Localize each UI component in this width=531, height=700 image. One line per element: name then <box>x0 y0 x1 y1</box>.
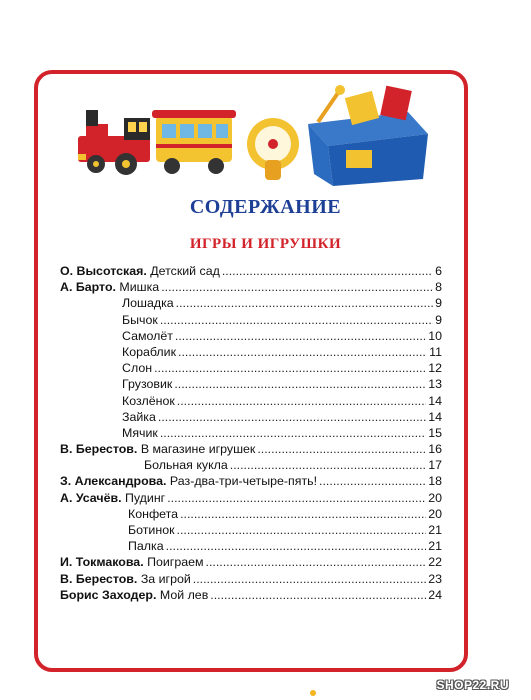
toc-page-number: 8 <box>435 280 442 295</box>
toc-author: А. Усачёв. <box>60 490 122 505</box>
toc-title: Пудинг <box>124 490 166 505</box>
toc-entry-label <box>144 457 228 473</box>
toc-title: Раз-два-три-четыре-пять! <box>169 474 318 489</box>
dot-leader <box>160 312 433 328</box>
toc-title: Палка <box>128 539 164 554</box>
dot-leader <box>158 409 426 425</box>
toc-entry <box>60 312 442 328</box>
toc-title: Бычок <box>122 312 158 327</box>
toc-page-number: 23 <box>428 571 442 586</box>
dot-leader <box>166 538 427 554</box>
dot-leader <box>257 441 426 457</box>
toc-page-number: 22 <box>428 555 442 570</box>
toy-box-illustration <box>308 85 428 186</box>
toc-page-number: 20 <box>428 490 442 505</box>
toc-entry-label <box>60 571 191 587</box>
toc-entry-label <box>122 312 158 328</box>
toc-page-number: 13 <box>428 377 442 392</box>
toc-author: А. Барто. <box>60 280 116 295</box>
toc-title: Грузовик <box>122 377 173 392</box>
toc-title: Детский сад <box>150 264 220 278</box>
toc-entry <box>60 279 442 295</box>
section-title: ИГРЫ И ИГРУШКИ <box>189 236 342 252</box>
toc-title: Козлёнок <box>122 393 175 408</box>
toc-author: И. Токмакова. <box>60 555 144 570</box>
dot-leader <box>210 587 426 603</box>
toc-title: Больная кукла <box>144 458 228 473</box>
toc-entry-label <box>128 522 175 538</box>
dot-leader <box>175 328 426 344</box>
toc-entry-label <box>60 490 165 506</box>
toc-entry-label <box>60 263 220 279</box>
toc-title: В магазине игрушек <box>140 442 256 457</box>
toc-title: Зайка <box>122 409 156 424</box>
toc-entry <box>60 328 442 344</box>
toc-page-number: 12 <box>428 361 442 376</box>
toc-entry-label <box>122 295 174 311</box>
toc-page-number: 10 <box>428 328 442 343</box>
decorative-dot <box>310 690 316 696</box>
toc-entry-label <box>60 441 255 457</box>
toc-entry <box>60 409 442 425</box>
toc-entry <box>60 587 442 603</box>
toc-entry <box>60 571 442 587</box>
toc-title: Слон <box>122 361 153 376</box>
toc-entry-label <box>122 393 175 409</box>
toc-title: Мишка <box>119 280 160 295</box>
toc-entry <box>60 457 442 473</box>
toc-title: Конфета <box>128 506 179 521</box>
toc-entry-label <box>60 554 204 570</box>
toc-entry <box>60 344 442 360</box>
toc-page-number: 21 <box>428 523 442 537</box>
toc-entry-label <box>122 409 156 425</box>
toc-author: Борис Заходер. <box>60 587 157 602</box>
dot-leader <box>161 279 433 295</box>
toc-entry-label <box>122 328 173 344</box>
toc-page-number: 16 <box>428 442 442 457</box>
toc-entry-label <box>128 506 178 522</box>
toc-title: Кораблик <box>122 344 177 359</box>
toc-entry <box>60 425 442 441</box>
toc-entry <box>60 522 442 538</box>
table-of-contents <box>60 263 442 603</box>
dot-leader <box>230 457 426 473</box>
dot-leader <box>206 554 427 570</box>
toc-title: Поиграем <box>147 555 204 570</box>
toc-entry <box>60 441 442 457</box>
toc-entry-label <box>122 344 176 360</box>
dot-leader <box>319 473 426 489</box>
toc-author: В. Берестов. <box>60 442 138 457</box>
toc-entry <box>60 490 442 506</box>
toc-title: Мой лев <box>159 587 209 602</box>
dot-leader <box>177 522 427 538</box>
toc-entry <box>60 376 442 392</box>
watermark: SHOP22.RU <box>436 678 509 692</box>
toc-entry <box>60 538 442 554</box>
toc-entry <box>60 360 442 376</box>
toc-entry <box>60 554 442 570</box>
dot-leader <box>180 506 426 522</box>
toc-title: Самолёт <box>122 328 173 343</box>
toc-page-number: 18 <box>428 474 442 489</box>
dot-leader <box>193 571 426 587</box>
toc-entry <box>60 506 442 522</box>
toc-author: В. Берестов. <box>60 571 138 586</box>
toc-page-number: 24 <box>428 587 442 602</box>
toy-clock-illustration <box>247 118 299 180</box>
toc-entry <box>60 473 442 489</box>
toc-author: О. Высотская. <box>60 264 147 278</box>
toc-title: За игрой <box>140 571 191 586</box>
toc-page-number: 11 <box>429 344 442 359</box>
toc-entry <box>60 263 442 279</box>
toc-entry-label <box>122 425 158 441</box>
toc-page-number: 9 <box>435 296 442 311</box>
toc-entry-label <box>60 587 208 603</box>
dot-leader <box>154 360 426 376</box>
toc-entry-label <box>122 376 172 392</box>
toc-page-number: 14 <box>428 409 442 424</box>
toc-entry <box>60 295 442 311</box>
toc-page-number: 14 <box>428 393 442 408</box>
dot-leader <box>176 295 433 311</box>
dot-leader <box>177 393 426 409</box>
toc-page-number: 9 <box>435 312 442 327</box>
page-title: СОДЕРЖАНИЕ <box>189 196 342 218</box>
toc-page-number: 6 <box>435 264 442 278</box>
dot-leader <box>222 263 433 279</box>
toc-page-number: 20 <box>428 506 442 521</box>
dot-leader <box>160 425 426 441</box>
toc-page-number: 17 <box>428 458 442 473</box>
toc-entry <box>60 393 442 409</box>
toc-entry-label <box>128 538 164 554</box>
toc-page-number: 21 <box>428 539 442 554</box>
dot-leader <box>167 490 426 506</box>
toc-page-number: 15 <box>428 425 442 440</box>
toc-entry-label <box>60 473 317 489</box>
dot-leader <box>174 376 426 392</box>
toc-title: Ботинок <box>128 523 175 537</box>
toc-title: Лошадка <box>122 296 174 311</box>
toc-title: Мячик <box>122 425 158 440</box>
dot-leader <box>178 344 427 360</box>
toy-train-illustration <box>78 110 236 175</box>
toc-entry-label <box>60 279 159 295</box>
toc-entry-label <box>122 360 152 376</box>
toys-illustration <box>78 84 458 194</box>
toc-author: З. Александрова. <box>60 474 167 489</box>
